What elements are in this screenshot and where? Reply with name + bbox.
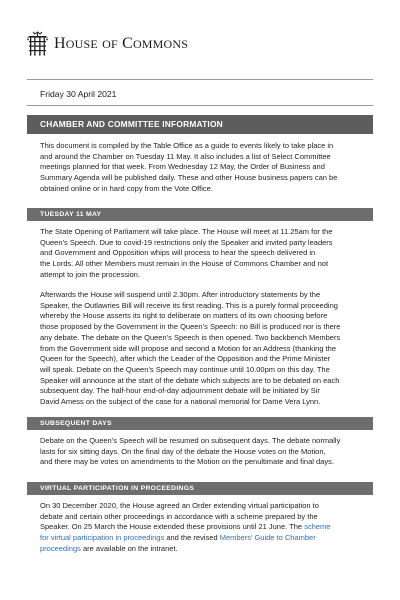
text-line: The State Opening of Parliament will take place. The House will meet at 11.25am for the — [40, 227, 333, 236]
text-line: obtained online or in hard copy from the Vote Office. — [40, 183, 213, 193]
tuesday-paragraph-1 — [40, 227, 370, 281]
text-line — [40, 544, 370, 555]
text-line: attempt to join the procession. — [40, 269, 141, 279]
subsequent-paragraph — [40, 436, 370, 468]
portcullis-icon — [27, 31, 48, 57]
scheme-link[interactable]: scheme — [304, 522, 331, 532]
section-title: SUBSEQUENT DAYS — [40, 419, 112, 427]
text-line — [40, 522, 370, 533]
section-header-tuesday — [27, 208, 373, 221]
text-line: Queen’s Speech. Due to covid-19 restrictions only the Speaker and invited party leaders — [40, 237, 333, 247]
text-line: Speaker will announce at the start of the debate which subjects are to be debated on each — [40, 375, 340, 385]
logo-text: HOUSE OF COMMONS — [54, 35, 189, 52]
text-segment: Speaker. On 25 March the House extended these provisions until 21 June. The — [40, 522, 303, 532]
virtual-paragraph — [40, 501, 370, 555]
text-line: from the Government side will propose and second a Motion for an Address (thanking the — [40, 343, 336, 353]
house-of-commons-logo[interactable] — [27, 30, 188, 58]
text-line: meetings planned for that week. From Wednesday 12 May, the Order of Business and — [40, 162, 325, 172]
text-line: David Amess on the subject of the case for a national memorial for Dame Vera Lynn. — [40, 397, 321, 407]
text-line: subsequent day. The half-hour end-of-day adjournment debate will be initiated by Sir — [40, 386, 320, 396]
text-line: will speak. Debate on the Queen’s Speech may continue until 10.00pm on this day. The — [40, 364, 330, 374]
text-line: the Lords. All other Members must remain in the House of Commons Chamber and not — [40, 259, 329, 269]
main-section-header — [27, 115, 373, 134]
text-line: whereby the House asserts its right to deliberate on matters of its own choosing before — [40, 311, 328, 321]
members-guide-link[interactable]: Members’ Guide to Chamber — [219, 533, 316, 543]
document-date: Friday 30 April 2021 — [40, 89, 117, 99]
section-header-subsequent — [27, 417, 373, 430]
text-line: and there may be votes on amendments to the Motion on the penultimate and final days. — [40, 457, 334, 467]
tuesday-paragraph-2 — [40, 290, 370, 408]
text-line: those proposed by the Government in the Queen’s Speech: no Bill is produced nor is there — [40, 322, 341, 332]
text-line: any debate. The debate on the Queen’s Speech is then opened. Two backbench Members — [40, 332, 341, 342]
text-segment: are available on the intranet. — [82, 543, 178, 553]
text-line: Summary Agenda will be published daily. These and other House business papers can be — [40, 173, 338, 183]
intro-paragraph — [40, 141, 370, 195]
divider — [27, 79, 373, 80]
text-line: Afterwards the House will suspend until 2.30pm. After introductory statements by the — [40, 290, 321, 299]
scheme-link-continued[interactable]: for virtual participation in proceedings — [40, 533, 165, 543]
text-line: and Government and Opposition whips will process to hear the speech delivered in — [40, 248, 316, 258]
text-segment: and the revised — [166, 533, 218, 543]
text-line: This document is compiled by the Table Office as a guide to events likely to take place in — [40, 141, 334, 150]
text-line: Speaker, the Outlawries Bill will receive its first reading. This is a purely formal proceeding — [40, 300, 338, 310]
text-line: and around the Chamber on Tuesday 11 May. It also includes a list of Select Committee — [40, 151, 331, 161]
section-header-virtual — [27, 482, 373, 495]
text-line — [40, 533, 370, 544]
text-line: lasts for six sitting days. On the final day of the debate the House votes on the Motion, — [40, 446, 326, 456]
main-section-title: CHAMBER AND COMMITTEE INFORMATION — [40, 119, 223, 129]
section-title: TUESDAY 11 MAY — [40, 210, 102, 218]
section-title: VIRTUAL PARTICIPATION IN PROCEEDINGS — [40, 484, 195, 492]
members-guide-link-continued[interactable]: proceedings — [40, 543, 81, 553]
divider — [27, 105, 373, 106]
text-line: Queen for the Speech), after which the Leader of the Opposition and the Prime Minister — [40, 354, 331, 364]
text-line: debate and certain other proceedings in accordance with a scheme prepared by the — [40, 511, 318, 521]
text-line: Debate on the Queen’s Speech will be resumed on subsequent days. The debate normally — [40, 436, 341, 445]
text-line: On 30 December 2020, the House agreed an Order extending virtual participation to — [40, 501, 319, 510]
